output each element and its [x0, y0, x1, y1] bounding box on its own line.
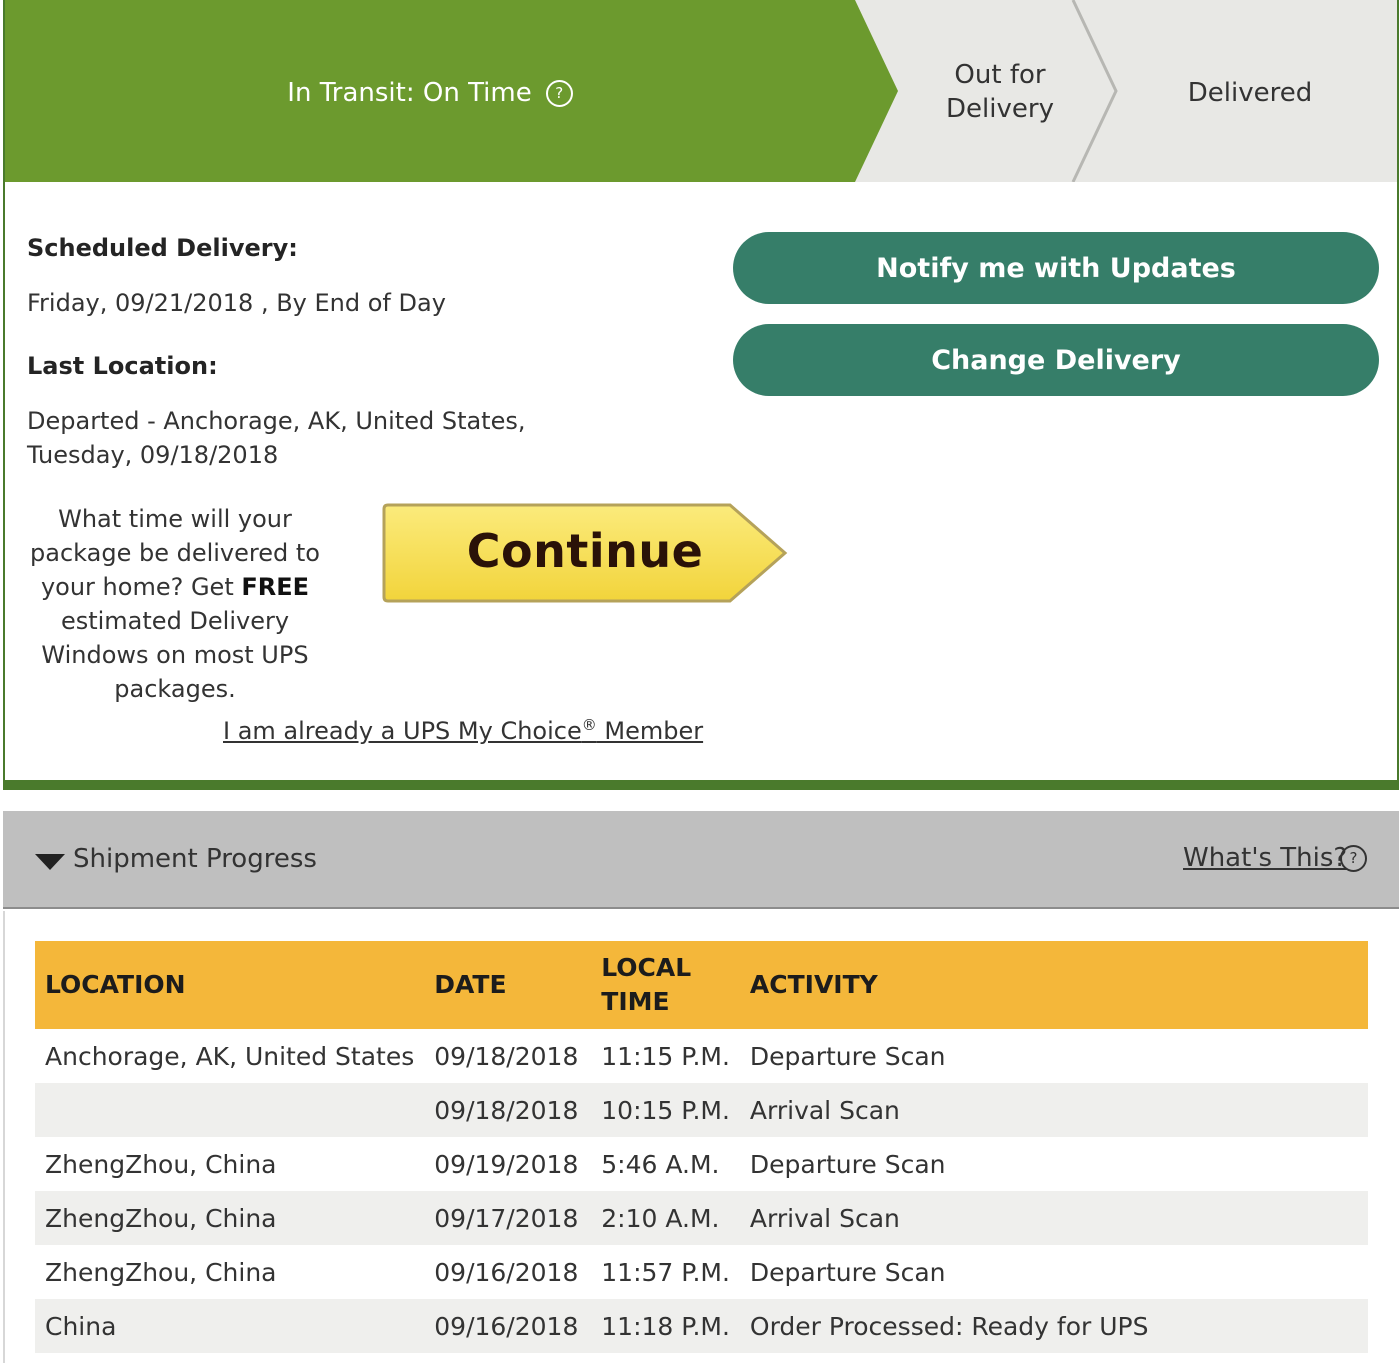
- table-row: [35, 1029, 1368, 1083]
- cell-location: China: [45, 1311, 117, 1341]
- column-header-activity: ACTIVITY: [749, 970, 878, 999]
- cell-date: 09/18/2018: [434, 1041, 579, 1071]
- notify-updates-button[interactable]: Notify me with Updates: [733, 232, 1379, 304]
- cell-date: 09/16/2018: [434, 1311, 579, 1341]
- caret-down-icon[interactable]: [35, 854, 65, 870]
- cell-date: 09/18/2018: [434, 1095, 579, 1125]
- table-row: [35, 1191, 1368, 1245]
- table-row: [35, 1245, 1368, 1299]
- my-choice-member-link[interactable]: [223, 716, 703, 745]
- member-link-text-end: Member: [596, 717, 704, 745]
- cell-activity: Arrival Scan: [749, 1203, 900, 1233]
- continue-label: Continue: [466, 524, 704, 578]
- cell-time: 10:15 P.M.: [601, 1095, 730, 1125]
- cell-location: ZhengZhou, China: [45, 1203, 277, 1233]
- step-in-transit-label: In Transit: On Time: [287, 78, 532, 108]
- help-icon[interactable]: ?: [546, 80, 573, 107]
- cell-date: 09/19/2018: [434, 1149, 579, 1179]
- last-location-value: Departed - Anchorage, AK, United States, Tuesday, 09/18/2018: [27, 407, 526, 469]
- column-header-date: DATE: [434, 970, 507, 999]
- cell-date: 09/16/2018: [434, 1257, 579, 1287]
- step-delivered: Delivered: [1187, 78, 1313, 108]
- promo-text-before: What time will your package be delivered to your home? Get: [30, 505, 320, 601]
- table-header-row: [35, 941, 1368, 1029]
- whats-this-link[interactable]: What's This?: [1183, 843, 1348, 873]
- registered-mark: ®: [581, 716, 597, 734]
- cell-location: ZhengZhou, China: [45, 1257, 277, 1287]
- scheduled-delivery-value: Friday, 09/21/2018 , By End of Day: [27, 289, 446, 317]
- cell-date: 09/17/2018: [434, 1203, 579, 1233]
- help-icon[interactable]: ?: [1340, 845, 1367, 872]
- shipment-progress-table: [35, 941, 1368, 1353]
- cell-location: ZhengZhou, China: [45, 1149, 277, 1179]
- cell-time: 5:46 A.M.: [601, 1149, 720, 1179]
- cell-activity: Order Processed: Ready for UPS: [749, 1311, 1149, 1341]
- cell-time: 11:18 P.M.: [601, 1311, 730, 1341]
- shipment-progress-panel: [3, 911, 1399, 1363]
- step-in-transit: [5, 76, 855, 110]
- shipment-progress-header[interactable]: [3, 811, 1399, 909]
- cell-location: [35, 1083, 424, 1137]
- cell-activity: Departure Scan: [749, 1041, 946, 1071]
- cell-activity: Arrival Scan: [749, 1095, 900, 1125]
- cell-location: Anchorage, AK, United States: [45, 1041, 415, 1071]
- cell-activity: Departure Scan: [749, 1257, 946, 1287]
- column-header-local-time: [591, 941, 740, 1029]
- promo-text-bold: FREE: [241, 573, 310, 601]
- change-delivery-button[interactable]: Change Delivery: [733, 324, 1379, 396]
- scheduled-delivery-label: Scheduled Delivery:: [27, 234, 298, 262]
- cell-time: 2:10 A.M.: [601, 1203, 720, 1233]
- my-choice-promo-text: [25, 502, 325, 706]
- table-row: [35, 1083, 1368, 1137]
- step-out-for-delivery: Out for Delivery: [946, 60, 1054, 124]
- shipment-progress-title: Shipment Progress: [73, 844, 317, 874]
- local-time-header-text: LOCAL TIME: [601, 953, 692, 1016]
- cell-time: 11:15 P.M.: [601, 1041, 730, 1071]
- last-location-label: Last Location:: [27, 352, 218, 380]
- cell-activity: Departure Scan: [749, 1149, 946, 1179]
- delivery-progress-stepper: [5, 0, 1397, 182]
- promo-text-after: estimated Delivery Windows on most UPS packages.: [41, 607, 309, 703]
- continue-button[interactable]: [380, 502, 790, 604]
- column-header-location: LOCATION: [45, 970, 186, 999]
- cell-time: 11:57 P.M.: [601, 1257, 730, 1287]
- table-row: [35, 1137, 1368, 1191]
- table-row: [35, 1299, 1368, 1353]
- tracking-summary-card: [3, 0, 1399, 790]
- member-link-text: I am already a UPS My Choice: [223, 717, 582, 745]
